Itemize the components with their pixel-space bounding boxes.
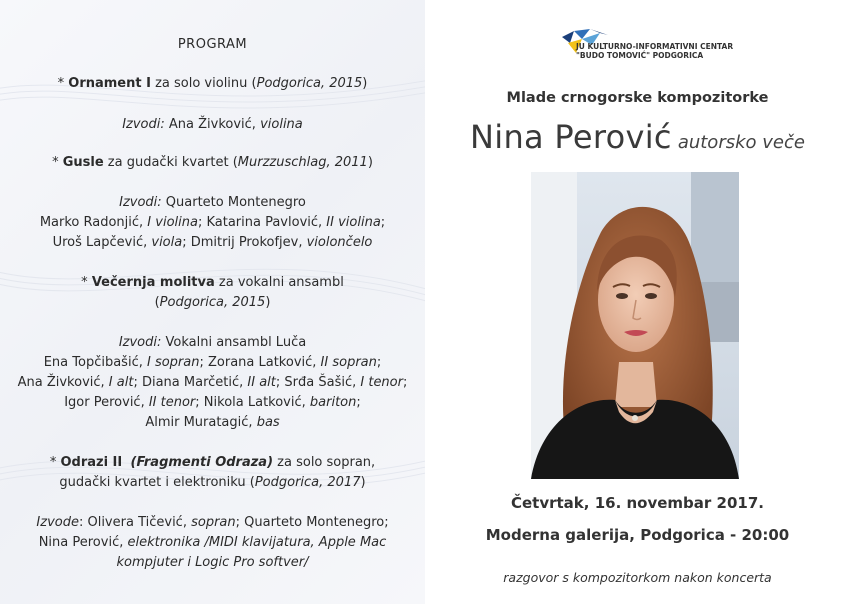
event-venue: Moderna galerija, Podgorica - 20:00 (485, 526, 790, 544)
work-4-place: gudački kvartet i elektroniku (Podgorica, 2017) (59, 475, 366, 490)
work-4-title: Odrazi II (60, 455, 123, 470)
work-2-performers: Izvodi: Quarteto Montenegro (119, 195, 306, 210)
work-3-performers-line-2: Ena Topčibašić, I sopran; Zorana Latković, II sopran; (43, 355, 382, 370)
work-3-place: (Podgorica, 2015) (154, 295, 271, 310)
work-4-title-line: * Odrazi II (Fragmenti Odraza) za solo sopran, (49, 455, 376, 470)
event-type: autorsko veče (677, 132, 805, 153)
work-1-performers: Izvodi: Ana Živković, violina (122, 117, 303, 132)
event-note: razgovor s kompozitorkom nakon koncerta (503, 570, 772, 585)
work-4-performers: Izvode: Olivera Tičević, sopran; Quarteto Montenegro; (36, 515, 389, 530)
work-4-performers-line-3: kompjuter i Logic Pro softver/ (116, 555, 309, 570)
work-3-performers-line-5: Almir Muratagić, bas (145, 415, 280, 430)
work-1-title-line: * Ornament I za solo violinu (Podgorica, 2015) (57, 76, 368, 91)
event-date: Četvrtak, 16. novembar 2017. (510, 494, 764, 512)
logo-line-2: "BUDO TOMOVIĆ" PODGORICA (576, 51, 704, 60)
work-1-title: Ornament I (68, 76, 151, 91)
event-subtitle: Mlade crnogorske kompozitorke (506, 90, 769, 106)
work-3-title: Večernja molitva (91, 275, 215, 290)
composer-photo (531, 172, 739, 479)
work-3-performers-line-3: Ana Živković, I alt; Diana Marčetić, II alt; Srđa Šašić, I tenor; (17, 375, 408, 390)
work-3-title-line: * Večernja molitva za vokalni ansambl (81, 275, 344, 290)
work-3-performers: Izvodi: Vokalni ansambl Luča (118, 335, 307, 350)
work-2-title: Gusle (62, 155, 104, 170)
work-3-performers-line-4: Igor Perović, II tenor; Nikola Latković, bariton; (64, 395, 361, 410)
work-4-performers-line-2: Nina Perović, elektronika /MIDI klavijatura, Apple Mac (38, 535, 387, 550)
work-2-performers-line-3: Uroš Lapčević, viola; Dmitrij Prokofjev, violončelo (52, 235, 373, 250)
event-title (425, 118, 850, 156)
composer-name: Nina Perović (470, 118, 672, 156)
logo-line-1: JU KULTURNO-INFORMATIVNI CENTAR (576, 42, 734, 51)
work-2-performers-line-2: Marko Radonjić, I violina; Katarina Pavlović, II violina; (39, 215, 386, 230)
program-heading: PROGRAM (177, 37, 248, 52)
work-2-title-line: * Gusle za gudački kvartet (Murzzuschlag, 2011) (52, 155, 373, 170)
